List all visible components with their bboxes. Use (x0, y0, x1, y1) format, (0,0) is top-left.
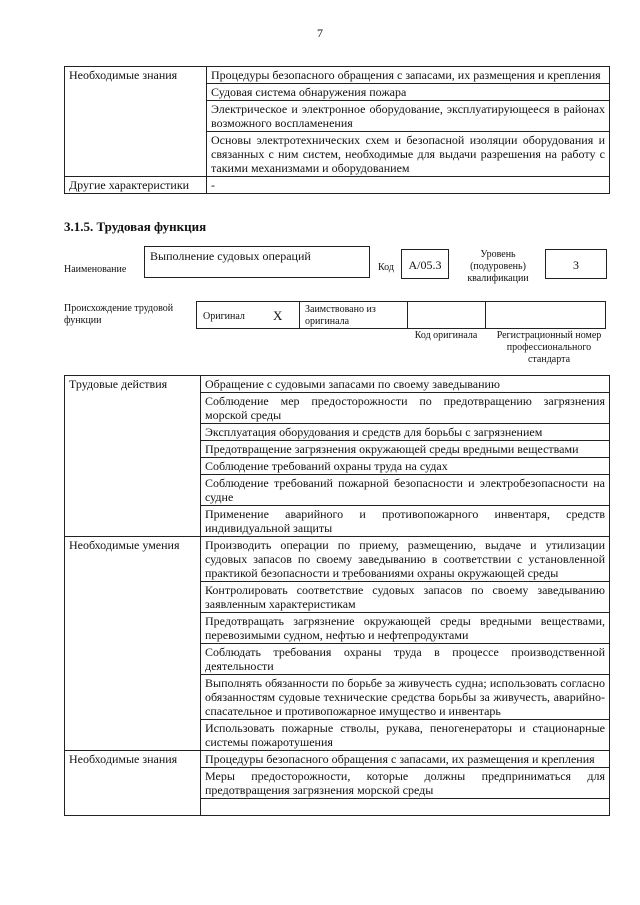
knowledge-item: Электрическое и электронное оборудование, эксплуатирующееся в районах возможного воспламенения (207, 101, 610, 132)
action-item: Эксплуатация оборудования и средств для борьбы с загрязнением (201, 424, 610, 441)
code-caption: Код оригинала (414, 330, 478, 341)
skill-item: Соблюдать требования охраны труда в процессе производственной деятельности (201, 644, 610, 675)
skill-item: Предотвращать загрязнение окружающей среды вредными веществами, перевозимыми судном, нефтью и нефтепродуктами (201, 613, 610, 644)
origin-divider (407, 302, 408, 328)
code-label: Код (378, 262, 394, 273)
origin-divider (485, 302, 486, 328)
labor-function-table (64, 375, 610, 816)
other-characteristics-label: Другие характеристики (65, 177, 207, 194)
actions-label: Трудовые действия (65, 376, 201, 537)
knowledge-continuation-table (64, 66, 610, 194)
reg-caption: Регистрационный номер профессионального стандарта (496, 330, 602, 365)
knowledge-item: Меры предосторожности, которые должны предприниматься для предотвращения загрязнения морской среды (201, 768, 610, 799)
page-number: 7 (317, 26, 323, 40)
level-value: 3 (545, 249, 607, 279)
origin-label: Происхождение трудовой функции (64, 303, 174, 326)
section-title: 3.1.5. Трудовая функция (64, 219, 207, 234)
action-item: Применение аварийного и противопожарного инвентаря, средств индивидуальной защиты (201, 506, 610, 537)
knowledge-item: Процедуры безопасного обращения с запасами, их размещения и крепления (207, 67, 610, 84)
knowledge-item: Основы электротехнических схем и безопасной изоляции оборудования и связанных с ним систем, необходимые для выдачи разрешения на работу с такими механизмами и оборудованием (207, 132, 610, 177)
knowledge-item: Судовая система обнаружения пожара (207, 84, 610, 101)
origin-box (196, 301, 606, 329)
skill-item: Выполнять обязанности по борьбе за живучесть судна; использовать согласно обязанностям судовые технические средства борьбы за живучесть, аварийно-спасательное и противопожарное имущество и инвентарь (201, 675, 610, 720)
action-item: Предотвращение загрязнения окружающей среды вредными веществами (201, 441, 610, 458)
name-label: Наименование (64, 264, 127, 275)
knowledge-item-empty (201, 799, 610, 816)
skill-item: Контролировать соответствие судовых запасов по своему заведыванию заявленным характеристикам (201, 582, 610, 613)
level-label: Уровень (подуровень) квалификации (467, 249, 529, 284)
knowledge-label: Необходимые знания (65, 67, 207, 177)
skill-item: Производить операции по приему, размещению, выдаче и утилизации судовых запасов по своему заведыванию в соответствии с установленной практикой безопасности и требованиями охраны окружающей среды (201, 537, 610, 582)
code-value: A/05.3 (401, 249, 449, 279)
origin-divider (299, 302, 300, 328)
original-label: Оригинал (203, 311, 245, 322)
other-characteristics-value: - (207, 177, 610, 194)
knowledge-item: Процедуры безопасного обращения с запасами, их размещения и крепления (201, 751, 610, 768)
action-item: Соблюдение требований пожарной безопасности и электробезопасности на судне (201, 475, 610, 506)
skill-item: Использовать пожарные стволы, рукава, пеногенераторы и стационарные системы пожаротушения (201, 720, 610, 751)
action-item: Обращение с судовыми запасами по своему заведыванию (201, 376, 610, 393)
borrowed-label: Заимствовано из оригинала (305, 304, 376, 327)
action-item: Соблюдение мер предосторожности по предотвращению загрязнения морской среды (201, 393, 610, 424)
skills-label: Необходимые умения (65, 537, 201, 751)
original-mark: X (273, 308, 283, 323)
knowledge-label: Необходимые знания (65, 751, 201, 816)
action-item: Соблюдение требований охраны труда на судах (201, 458, 610, 475)
name-value: Выполнение судовых операций (144, 246, 370, 278)
